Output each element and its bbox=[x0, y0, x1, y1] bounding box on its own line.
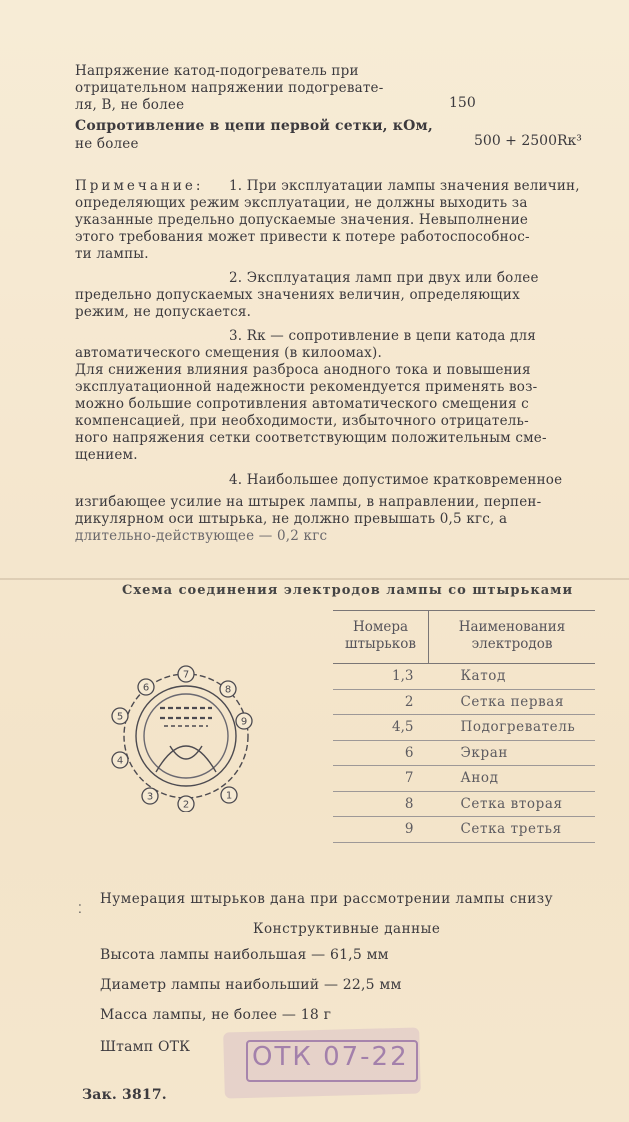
paper-crease bbox=[0, 578, 629, 580]
pin-label-6: 6 bbox=[142, 682, 150, 694]
pin-label-3: 3 bbox=[146, 791, 154, 803]
pin-number: 2 bbox=[333, 689, 429, 715]
note4-line3: дикулярном оси штырька, не должно превышать 0,5 кгс, а bbox=[75, 511, 508, 527]
pin-number: 9 bbox=[333, 817, 429, 843]
pin-numbering-note: Нумерация штырьков дана при рассмотрении лампы снизу bbox=[100, 891, 554, 907]
note2-line2: предельно допускаемых значениях величин, определяющих bbox=[75, 287, 520, 303]
table-row bbox=[333, 689, 595, 715]
stamp-label: Штамп ОТК bbox=[100, 1039, 191, 1055]
pin-label-9: 9 bbox=[240, 716, 248, 728]
note4-line2: изгибающее усилие на штырек лампы, в направлении, перпен- bbox=[75, 494, 542, 510]
height-line: Высота лампы наибольшая — 61,5 мм bbox=[100, 947, 389, 963]
pin-label-5: 5 bbox=[116, 711, 124, 723]
param1-value: 150 bbox=[449, 95, 476, 111]
electrode-name: Сетка вторая bbox=[429, 791, 596, 817]
pin-label-1: 1 bbox=[225, 790, 233, 802]
note3-line8: щением. bbox=[75, 447, 138, 463]
note1-line2: определяющих режим эксплуатации, не должны выходить за bbox=[75, 195, 528, 211]
note4-line4: длительно-действующее — 0,2 кгс bbox=[75, 528, 328, 544]
param1-line3: ля, В, не более bbox=[75, 97, 185, 113]
pin-label-4: 4 bbox=[116, 755, 124, 767]
param2-line1: Сопротивление в цепи первой сетки, кОм, bbox=[75, 118, 433, 134]
note3-line6: компенсацией, при необходимости, избыточного отрицатель- bbox=[75, 413, 529, 429]
note-lead: Примечание: bbox=[75, 178, 204, 194]
scheme-caption: Схема соединения электродов лампы со штырьками bbox=[122, 583, 574, 598]
otk-stamp-text: ОТК 07-22 bbox=[252, 1042, 409, 1072]
pin-label-2: 2 bbox=[182, 799, 190, 811]
note3-line7: ного напряжения сетки соответствующим положительным сме- bbox=[75, 430, 547, 446]
pin-number: 4,5 bbox=[333, 715, 429, 741]
note3-line2: автоматического смещения (в килоомах). bbox=[75, 345, 382, 361]
pin-number-header-line2: штырьков bbox=[345, 636, 416, 652]
table-row bbox=[333, 740, 595, 766]
pin-number: 7 bbox=[333, 766, 429, 792]
electrode-name: Анод bbox=[429, 766, 596, 792]
note3-line4: эксплуатационной надежности рекомендуется применять воз- bbox=[75, 379, 538, 395]
mass-line: Масса лампы, не более — 18 г bbox=[100, 1007, 332, 1023]
constructive-heading: Конструктивные данные bbox=[253, 921, 441, 937]
note1-line1: 1. При эксплуатации лампы значения величин, bbox=[229, 178, 580, 194]
electrode-name: Катод bbox=[429, 664, 596, 690]
pin-number: 1,3 bbox=[333, 664, 429, 690]
pin-table-header bbox=[333, 611, 595, 664]
tube-pin-diagram bbox=[108, 660, 268, 812]
table-row bbox=[333, 791, 595, 817]
order-number: Зак. 3817. bbox=[82, 1087, 167, 1103]
param2-line2: не более bbox=[75, 136, 139, 152]
electrode-name-header-line1: Наименования bbox=[458, 619, 566, 635]
pin-number: 8 bbox=[333, 791, 429, 817]
param1-line1: Напряжение катод-подогреватель при bbox=[75, 63, 359, 79]
note1-line5: ти лампы. bbox=[75, 246, 149, 262]
electrode-name: Сетка третья bbox=[429, 817, 596, 843]
table-row bbox=[333, 715, 595, 741]
electrode-name-header-line2: электродов bbox=[471, 636, 553, 652]
tube-envelope bbox=[136, 686, 236, 786]
electrode-name: Подогреватель bbox=[429, 715, 596, 741]
note3-line1: 3. Rк — сопротивление в цепи катода для bbox=[229, 328, 537, 344]
electrode-name-header bbox=[429, 611, 596, 664]
margin-mark: ⁚ bbox=[78, 902, 82, 916]
note1-line3: указанные предельно допускаемые значения. Невыполнение bbox=[75, 212, 529, 228]
pin-number: 6 bbox=[333, 740, 429, 766]
pin-label-7: 7 bbox=[182, 669, 190, 681]
note2-line3: режим, не допускается. bbox=[75, 304, 252, 320]
electrode-name: Сетка первая bbox=[429, 689, 596, 715]
table-row bbox=[333, 766, 595, 792]
diameter-line: Диаметр лампы наибольший — 22,5 мм bbox=[100, 977, 402, 993]
pin-number-header bbox=[333, 611, 429, 664]
heater-loop bbox=[170, 746, 202, 759]
param1-line2: отрицательном напряжении подогревате- bbox=[75, 80, 384, 96]
table-row bbox=[333, 817, 595, 843]
note2-line1: 2. Эксплуатация ламп при двух или более bbox=[229, 270, 539, 286]
bulb-inner bbox=[144, 694, 228, 778]
note4-line1: 4. Наибольшее допустимое кратковременное bbox=[229, 472, 563, 488]
pin-table bbox=[333, 610, 595, 843]
note1-line4: этого требования может привести к потере работоспособнос- bbox=[75, 229, 530, 245]
param2-value: 500 + 2500Rк³ bbox=[474, 133, 582, 149]
pin-label-8: 8 bbox=[224, 684, 232, 696]
table-row bbox=[333, 664, 595, 690]
pin-number-header-line1: Номера bbox=[352, 619, 409, 635]
note3-line5: можно большие сопротивления автоматического смещения с bbox=[75, 396, 529, 412]
electrode-name: Экран bbox=[429, 740, 596, 766]
note3-line3: Для снижения влияния разброса анодного тока и повышения bbox=[75, 362, 531, 378]
